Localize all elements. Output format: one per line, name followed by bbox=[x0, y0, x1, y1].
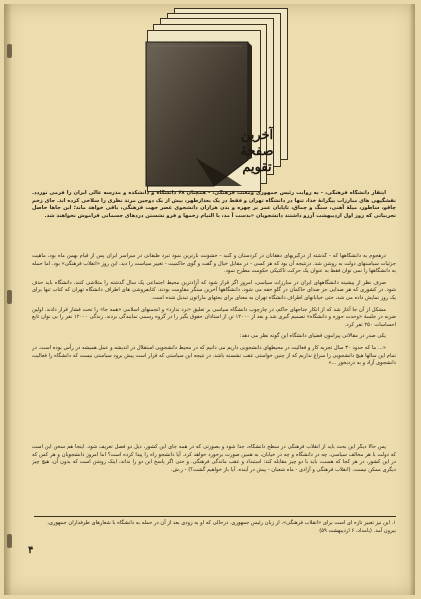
article-body bbox=[32, 253, 396, 429]
body-quote: «... ما که حدود ۳۰ سال تجربه کار و فعالیت در محیطهای دانشجویی داریم می دانیم که در محیط دانشجویی استقلال در اندیشه و عمل همیشه در رأس بوده است. در تمام این سالها هیچ دانشجویی را سراغ نداریم که از چنین خواستی عقب نشسته باشد. در نتیجه این سیاستی که قرار است پیش برود سیاستی نیست که دانشگاه را فعالیت دانشجوی آزاد و به دردبخور ...» bbox=[32, 344, 396, 367]
body-paragraph: درهجوم به دانشگاهها که - گذشته از درگیریهای دهقانان در کردستان و گنبد - خشونت بارترین نمود تبرد طبقاتی در سراسر ایران پس از قیام بهمن ماه بود، ماهیت جزئیات سیاستهای دولت به روشن شد. درنتیجه آن بود که هر کسی - در مقابل خیال و گفت و گوی حاکمیت - تغییر سیاست را دید. این روز «انقلاب فرهنگی» بود. اما حمله به دانشگاهها را نمی توان فقط به عنوان یک حرکت تاکتیکی حکومت مطرح نمود. bbox=[32, 253, 396, 275]
footnote-divider bbox=[34, 516, 396, 517]
headline-line: تقویم bbox=[242, 160, 272, 175]
closing-paragraph: پس حالا دیگر این بحث باید از انقلاب فرهنگی در سطح دانشگاه، جدا شود و بصورتی که در همه جای این کشور، ذیل دو فصل تعریف شود. اینجا هم سخن این است که دولت با هر مخالف سیاسی، چه در دانشگاه و چه در خیابان، به همین صورت برخورد خواهد کرد. آیا دانشجو راه را پیدا کرده است؟ اما امروز دانشجویان و هر کس که در این کشور، در هر کجا که هست، باید با دو چیز مقابله کند: استبداد و عقب ماندگی فرهنگی. و حتی اگر پاسخ این دو را نداند، اینک روشن است که بدون آن، هیچ چیز دیگری ممکن نیست. (انقلاب فرهنگی و آزادی - ماه شعبان - پیش در آینده. آیا باز خواهیم گشت؟) - ر.ش. bbox=[32, 444, 396, 473]
article-lead bbox=[32, 190, 396, 248]
body-paragraph: مشکل از آن جا آغاز شد که از انکار جناحهای حاکم، در چارچوب دانشگاه سیاسی بر تعلیق «نرد ندارد» و انجمنهای اسلامی «همه جا» را تحت فشار قرار دادند. اولین ضربه در جلسهٔ «وحدت حوزه و دانشگاه» تصمیم گیری شد و بعد از ۱۲۰۰۰ تن از استادان حقوق بگیر را در گروه رسمی نمایندگی بردند. زندگی ۱۲۰۰۰ نفر را بی نوان تابع احساسات ۲۵۰ نفر کرد. bbox=[32, 306, 396, 328]
lead-paragraph: ایتقار دانشگاه فرهنگی، - به روایت رئیس جمهوری ومعثت فرهنگی، - همچنان ۶۸ دانشگاه و دانشکده و مدرسه عالی ایران را فرمی نوردد. نقشگیهی های مبارزات پیگرانهٔ خدا، تنها در دانشگاه تهران و فقط در یک بعدازظهر، بیش از یک دوجین مرتد نظری را سلاخی کرده اند. جای زخم چاقو، ساطور، میلهٔ آهنی، سنگ و چماق، تاپایان عمر بر چهره و بدن هزاران دانشجوی عصر جهت فرهنگی، باقی خواهد ماند؛ این جاها حاصل تجربیاتی که روز اول اردیبهشت آرزو داشتند دانشجویان «بدست آ مد، با التیام زخمها و فرو نشستن دردهای جسمانی فراموش نخواهند شد. bbox=[32, 190, 396, 219]
headline bbox=[218, 128, 296, 176]
footnote: ۱. این نیز تعبیر تازه ای است برای «انقلاب فرهنگی»، از زبان رئیس جمهوری. درحالی که او به زودی بعد از آن در حمله به دانشگاه با شعارهای طرفداران جمهوری، بیرون آمد. (بامداد، ۶ اردیبهشت ۵۹) bbox=[47, 520, 396, 534]
headline-line: آخرین bbox=[240, 128, 274, 143]
page-number: ۴ bbox=[28, 545, 34, 556]
headline-line: صفحهٔ bbox=[240, 144, 274, 159]
magazine-page bbox=[4, 4, 415, 595]
body-paragraph: صرف نظر از پیشینه دانشگاههای ایران در مبارزات سیاسی، امروز اگر قرار شود که آزادترین محیط اجتماعی یک سال گذشته را متلاشی کنند، دانشگاه باید حذف شود. در کشوری که هر صدایی جز صدای حاکمان در گلو خفه می شود، دانشگاهها آخرین سنگر مقاومت بودند. کتابفروشی های اطراف دانشگاه تهران که کتاب تنها برای یک روز نمایش داده می شد، حتی خیابانهای اطراف دانشگاه تهران به معنای برای بحثهای ماراتون تبدیل شده است. bbox=[32, 279, 396, 301]
binding-hole bbox=[7, 290, 12, 304]
binding-hole bbox=[7, 534, 12, 548]
page-edge-shadow-right bbox=[409, 4, 415, 595]
binding-hole bbox=[7, 44, 12, 58]
article-closing bbox=[32, 444, 396, 512]
body-paragraph: یکی صدر در مقالاتی پیرامون قضیای دانشگاه این گونه نظر می دهد: bbox=[239, 333, 386, 340]
